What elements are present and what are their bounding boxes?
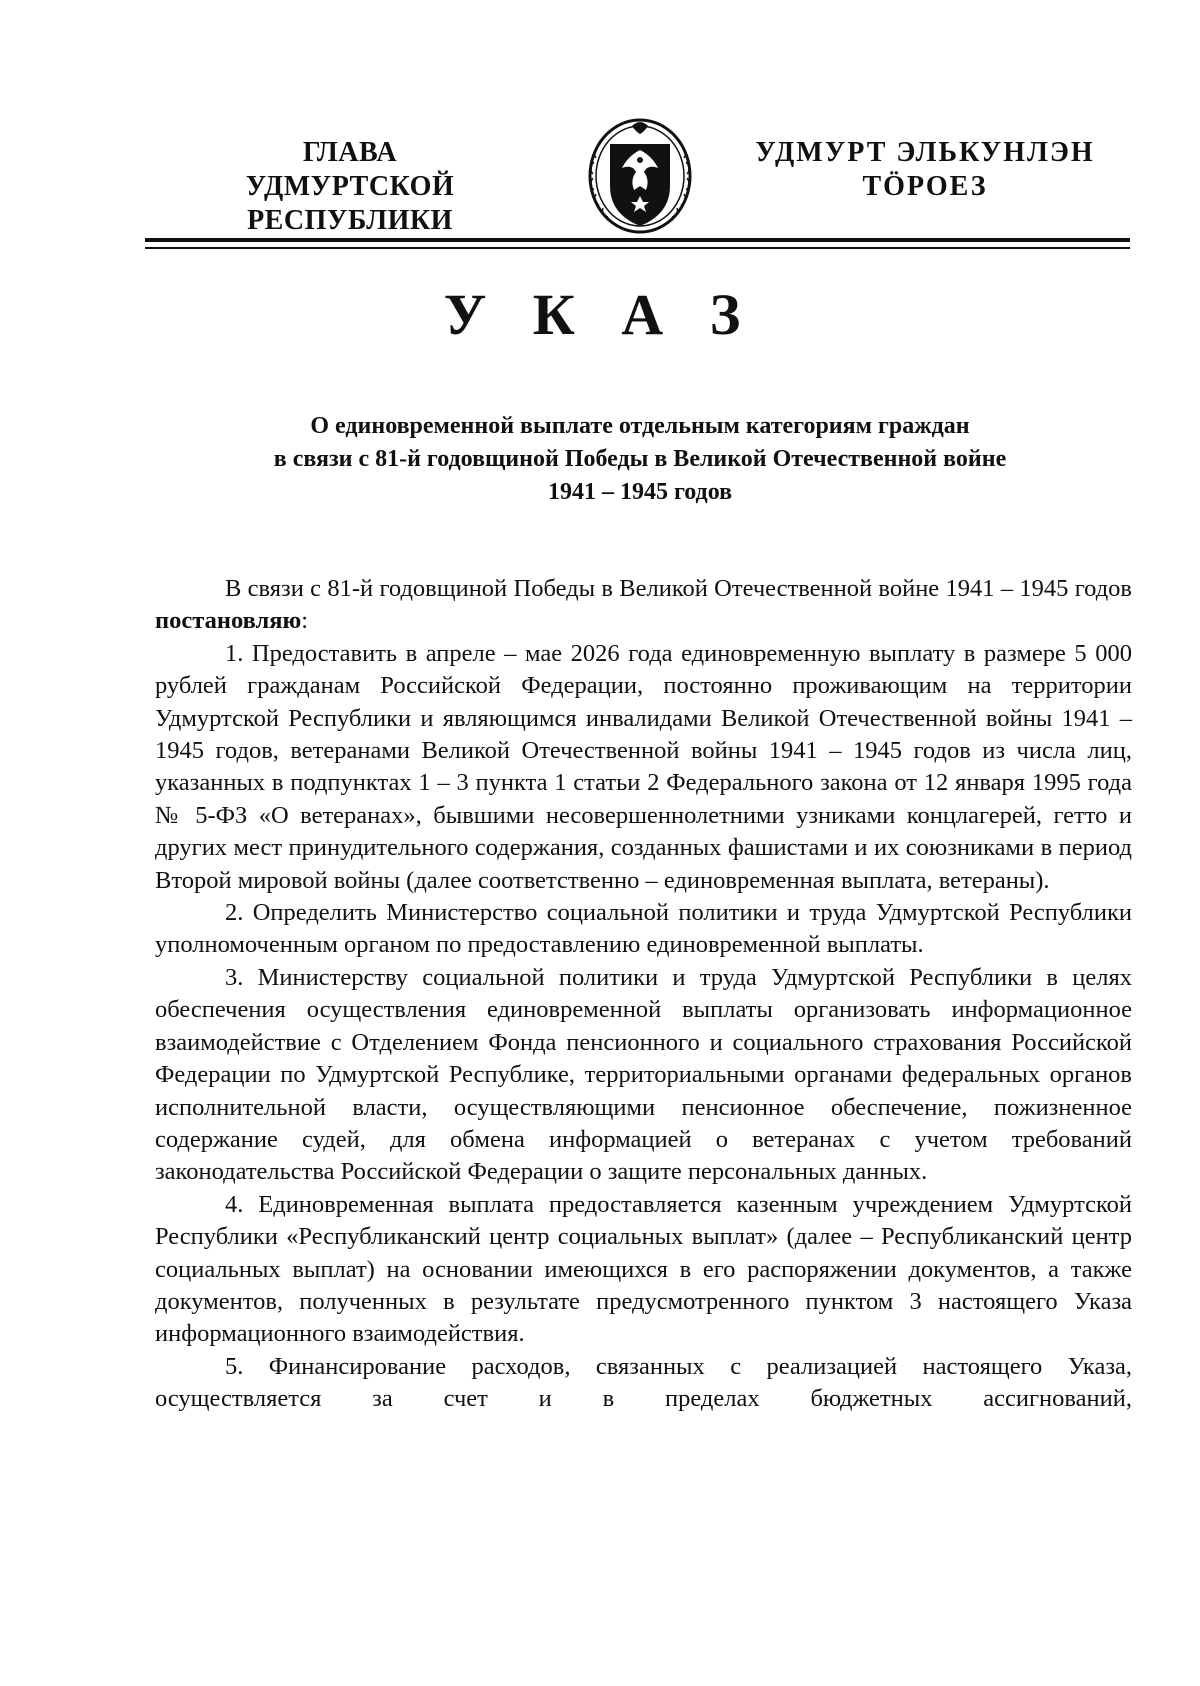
preamble-colon: : xyxy=(301,607,309,635)
coat-of-arms-icon xyxy=(580,116,700,236)
letterhead-left xyxy=(140,136,560,238)
letterhead xyxy=(140,128,1120,236)
letterhead-left-line2: УДМУРТСКОЙ РЕСПУБЛИКИ xyxy=(245,171,455,236)
document-body xyxy=(155,573,1132,1416)
preamble-paragraph xyxy=(155,573,1132,638)
subject-line1: О единовременной выплате отдельным категориям граждан xyxy=(310,413,970,439)
letterhead-right-line1: УДМУРТ ЭЛЬКУНЛЭН xyxy=(755,137,1095,168)
letterhead-left-line1: ГЛАВА xyxy=(302,137,398,168)
document-title: У К А З xyxy=(443,282,757,347)
document-subject xyxy=(160,410,1120,509)
preamble-decree-word: постановляю xyxy=(155,607,302,635)
letterhead-right-line2: ТӦРОЕЗ xyxy=(862,171,988,202)
clause-4: 4. Единовременная выплата предоставляется казенным учреждением Удмуртской Республики «Республиканский центр социальных выплат» (далее – Республиканский центр социальных выплат) на основании имеющихся в его распоряжении документов, а также документов, полученных в результате предусмотренного пунктом 3 настоящего Указа информационного взаимодействия. xyxy=(155,1190,1132,1348)
clause-3: 3. Министерству социальной политики и труда Удмуртской Республики в целях обеспечения осуществления единовременной выплаты организовать информационное взаимодействие с Отделением Фонда пенсионного и социального страхования Российской Федерации по Удмуртской Республике, территориальными органами федеральных органов исполнительной власти, осуществляющими пенсионное обеспечение, пожизненное содержание судей, для обмена информацией о ветеранах с учетом требований законодательства Российской Федерации о защите персональных данных. xyxy=(155,963,1132,1186)
header-rule-thick xyxy=(145,238,1130,242)
clause-5: 5. Финансирование расходов, связанных с реализацией настоящего Указа, осуществляется за счет и в пределах бюджетных ассигнований, xyxy=(155,1352,1132,1413)
subject-line2: в связи с 81-й годовщиной Победы в Великой Отечественной войне xyxy=(273,446,1007,472)
letterhead-right xyxy=(730,136,1120,204)
preamble-text: В связи с 81-й годовщиной Победы в Великой Отечественной войне 1941 – 1945 годов xyxy=(225,575,1132,602)
clause-2: 2. Определить Министерство социальной политики и труда Удмуртской Республики уполномоченным органом по предоставлению единовременной выплаты. xyxy=(155,899,1132,959)
subject-line3: 1941 – 1945 годов xyxy=(547,479,733,505)
clause-1: 1. Предоставить в апреле – мае 2026 года единовременную выплату в размере 5 000 рублей гражданам Российской Федерации, постоянно проживающим на территории Удмуртской Республики и являющимся инвалидами Великой Отечественной войны 1941 – 1945 годов, ветеранами Великой Отечественной войны 1941 – 1945 годов из числа лиц, указанных в подпунктах 1 – 3 пункта 1 статьи 2 Федерального закона от 12 января 1995 года № 5-ФЗ «О ветеранах», бывшими несовершеннолетними узниками концлагерей, гетто и других мест принудительного содержания, созданных фашистами и их союзниками в период Второй мировой войны (далее соответственно – единовременная выплата, ветераны). xyxy=(155,639,1132,894)
header-rule-thin xyxy=(145,247,1130,249)
